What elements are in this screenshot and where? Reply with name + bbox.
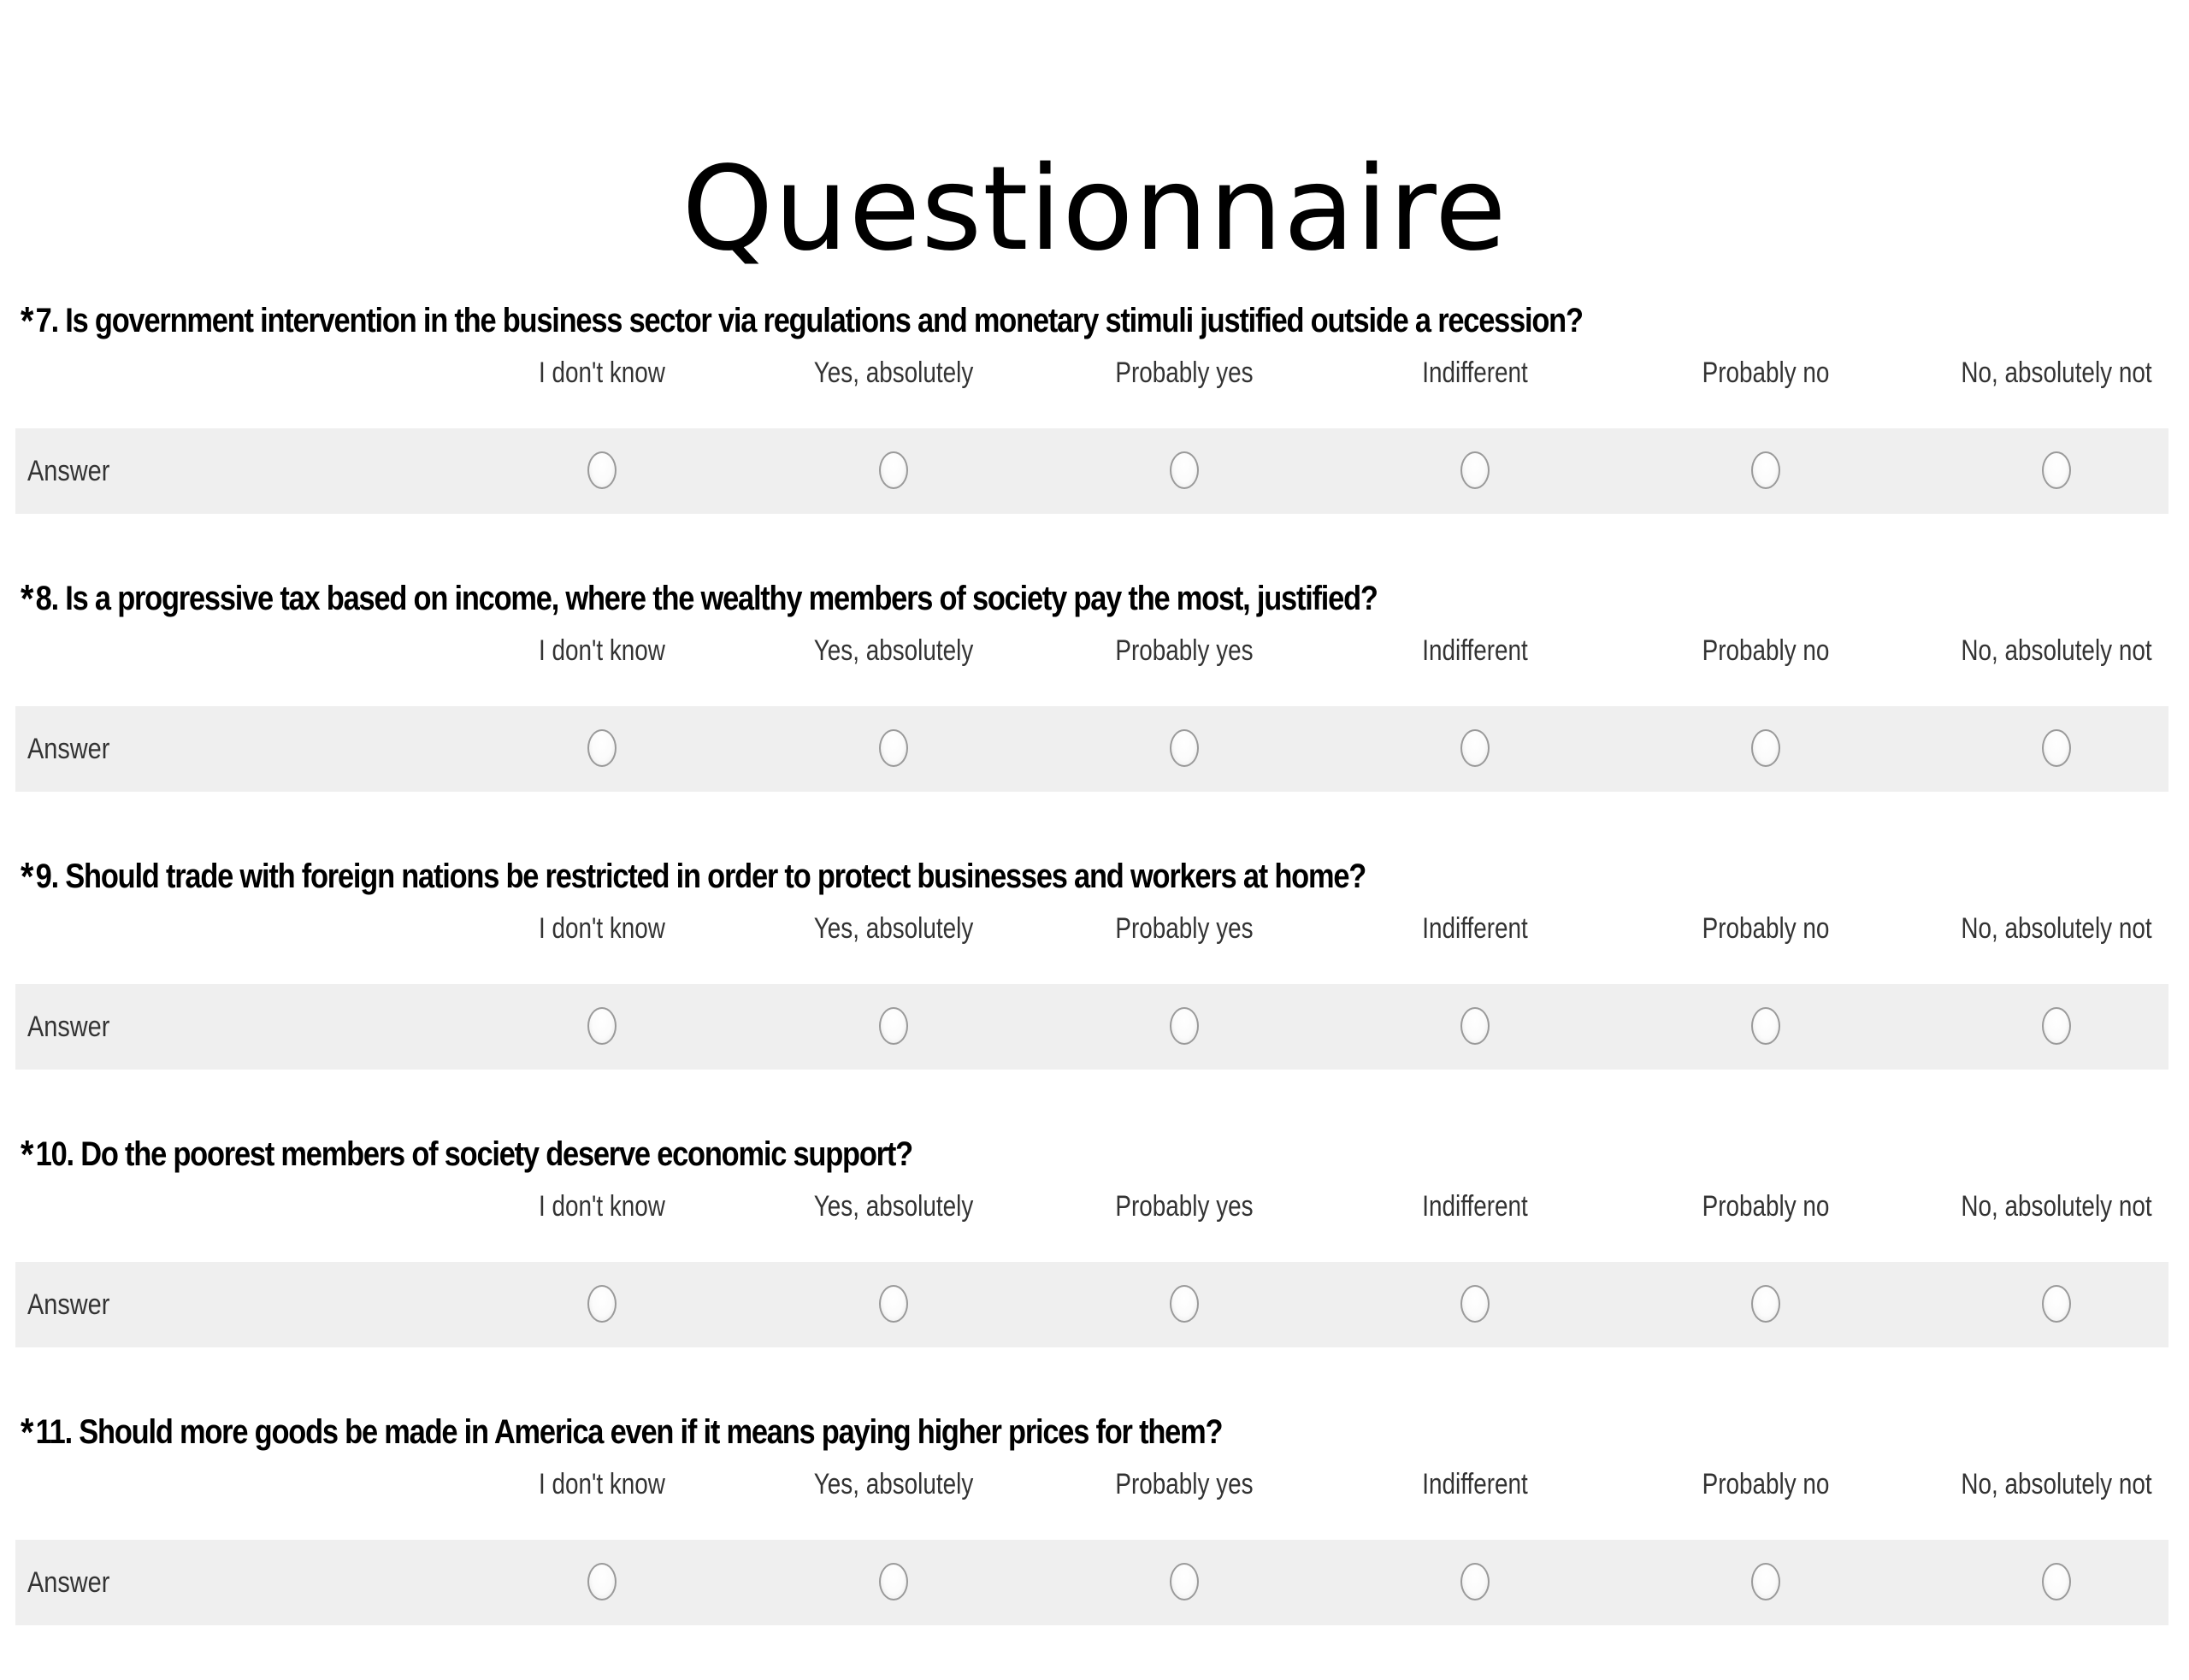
answer-radio-button[interactable]: [1751, 1285, 1780, 1323]
option-column-header: Indifferent: [1422, 1468, 1528, 1500]
option-column-header: Probably yes: [1115, 357, 1254, 389]
option-column-header: Probably no: [1702, 912, 1830, 945]
option-column-header: Yes, absolutely: [813, 912, 974, 945]
answer-radio-button[interactable]: [2042, 1563, 2071, 1600]
option-column-header: Yes, absolutely: [813, 1468, 974, 1500]
option-column-header: Probably no: [1702, 634, 1830, 667]
required-marker: *: [21, 576, 33, 621]
answer-radio-button[interactable]: [1460, 451, 1490, 489]
answer-radio-button[interactable]: [1751, 451, 1780, 489]
answer-radio-button[interactable]: [879, 729, 908, 767]
question-block: [0, 295, 2189, 569]
option-column-header: Indifferent: [1422, 912, 1528, 945]
answer-radio-button[interactable]: [1170, 729, 1199, 767]
option-column-header: Probably yes: [1115, 1468, 1254, 1500]
answer-row: [15, 428, 2168, 514]
answer-radio-button[interactable]: [1751, 1007, 1780, 1045]
answer-radio-button[interactable]: [879, 1285, 908, 1323]
answer-row-label: Answer: [27, 1010, 110, 1043]
option-column-header: Probably no: [1702, 357, 1830, 389]
question-label: 10. Do the poorest members of society deserve economic support?: [35, 1135, 912, 1173]
required-marker: *: [21, 1132, 33, 1176]
answer-radio-button[interactable]: [587, 729, 617, 767]
answer-radio-button[interactable]: [1460, 1007, 1490, 1045]
answer-radio-button[interactable]: [1170, 1563, 1199, 1600]
option-column-header: No, absolutely not: [1961, 357, 2152, 389]
answer-radio-button[interactable]: [2042, 729, 2071, 767]
answer-row-label: Answer: [27, 1288, 110, 1321]
option-column-header: No, absolutely not: [1961, 912, 2152, 945]
answer-row: [15, 1262, 2168, 1347]
question-text: [21, 295, 1583, 346]
question-label: 9. Should trade with foreign nations be restricted in order to protect businesses and workers at home?: [35, 857, 1366, 895]
answer-radio-button[interactable]: [587, 451, 617, 489]
answer-row: [15, 706, 2168, 792]
option-column-header: I don't know: [539, 634, 665, 667]
answer-row-label: Answer: [27, 454, 110, 487]
required-marker: *: [21, 854, 33, 899]
answer-radio-button[interactable]: [1751, 729, 1780, 767]
option-column-header: No, absolutely not: [1961, 1468, 2152, 1500]
option-column-header: No, absolutely not: [1961, 1190, 2152, 1223]
option-column-header: No, absolutely not: [1961, 634, 2152, 667]
answer-radio-button[interactable]: [1751, 1563, 1780, 1600]
question-label: 8. Is a progressive tax based on income, where the wealthy members of society pay the most, justified?: [35, 579, 1378, 617]
answer-row-label: Answer: [27, 1565, 110, 1599]
option-column-header: I don't know: [539, 357, 665, 389]
question-block: [0, 1129, 2189, 1402]
question-text: [21, 1406, 1222, 1458]
answer-radio-button[interactable]: [587, 1563, 617, 1600]
answer-radio-button[interactable]: [2042, 1285, 2071, 1323]
question-block: [0, 1406, 2189, 1680]
answer-radio-button[interactable]: [1170, 1285, 1199, 1323]
answer-row: [15, 984, 2168, 1070]
answer-radio-button[interactable]: [1170, 451, 1199, 489]
option-column-header: I don't know: [539, 1190, 665, 1223]
answer-radio-button[interactable]: [2042, 1007, 2071, 1045]
option-column-header: Yes, absolutely: [813, 1190, 974, 1223]
option-column-header: Indifferent: [1422, 1190, 1528, 1223]
answer-row: [15, 1540, 2168, 1625]
question-block: [0, 573, 2189, 846]
answer-radio-button[interactable]: [879, 1007, 908, 1045]
answer-radio-button[interactable]: [1460, 1285, 1490, 1323]
answer-radio-button[interactable]: [1460, 1563, 1490, 1600]
option-column-header: I don't know: [539, 1468, 665, 1500]
required-marker: *: [21, 298, 33, 343]
option-column-header: Probably yes: [1115, 912, 1254, 945]
option-column-header: Yes, absolutely: [813, 357, 974, 389]
option-column-header: Yes, absolutely: [813, 634, 974, 667]
required-marker: *: [21, 1410, 33, 1454]
answer-radio-button[interactable]: [587, 1007, 617, 1045]
option-column-header: Probably no: [1702, 1190, 1830, 1223]
option-column-header: Indifferent: [1422, 357, 1528, 389]
question-text: [21, 573, 1378, 624]
answer-radio-button[interactable]: [587, 1285, 617, 1323]
answer-radio-button[interactable]: [879, 1563, 908, 1600]
question-label: 11. Should more goods be made in America even if it means paying higher prices for them?: [35, 1412, 1223, 1451]
question-block: [0, 851, 2189, 1124]
answer-radio-button[interactable]: [1170, 1007, 1199, 1045]
option-column-header: Probably no: [1702, 1468, 1830, 1500]
question-label: 7. Is government intervention in the business sector via regulations and monetary stimuli justified outside a recession?: [35, 301, 1583, 339]
answer-radio-button[interactable]: [2042, 451, 2071, 489]
option-column-header: Probably yes: [1115, 634, 1254, 667]
option-column-header: Probably yes: [1115, 1190, 1254, 1223]
question-text: [21, 851, 1366, 902]
page-title: Questionnaire: [681, 142, 1508, 277]
answer-row-label: Answer: [27, 732, 110, 765]
answer-radio-button[interactable]: [1460, 729, 1490, 767]
option-column-header: Indifferent: [1422, 634, 1528, 667]
question-text: [21, 1129, 912, 1180]
answer-radio-button[interactable]: [879, 451, 908, 489]
option-column-header: I don't know: [539, 912, 665, 945]
